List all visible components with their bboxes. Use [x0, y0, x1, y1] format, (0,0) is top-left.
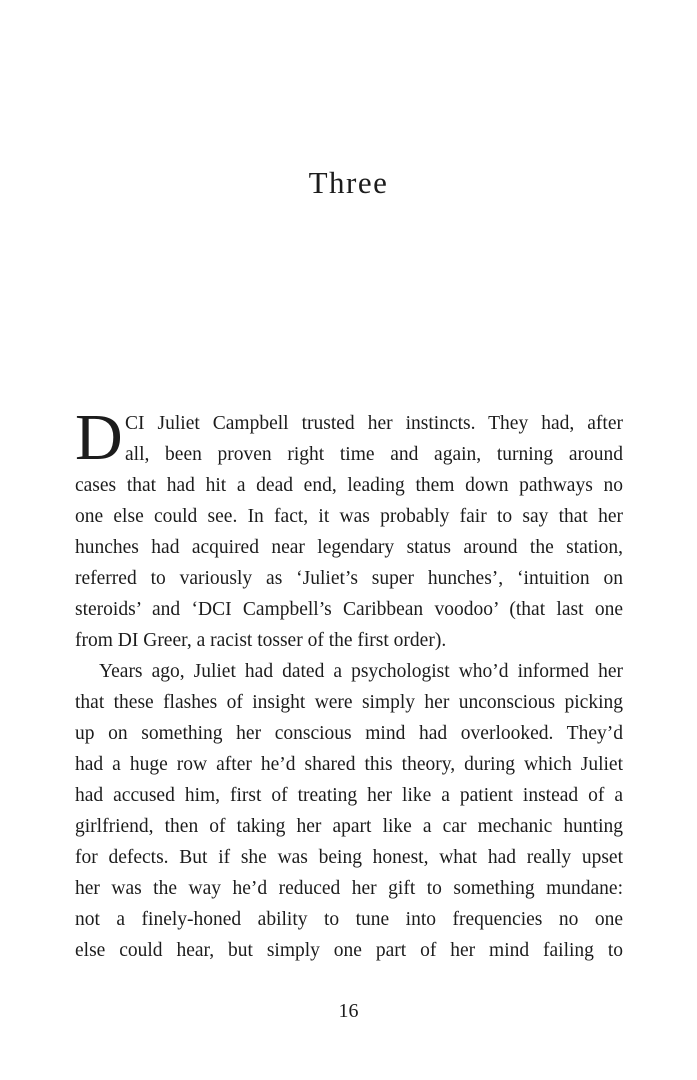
text-line: one else could see. In fact, it was probably fair to say that her	[75, 506, 623, 527]
text-line: cases that had hit a dead end, leading them down pathways no	[75, 475, 623, 496]
text-line: up on something her conscious mind had overlooked. They’d	[75, 723, 623, 744]
text-line: referred to variously as ‘Juliet’s super hunches’, ‘intuition on	[75, 568, 623, 589]
text-line: steroids’ and ‘DCI Campbell’s Caribbean voodoo’ (that last one	[75, 599, 623, 620]
page-number: 16	[338, 1000, 359, 1022]
text-line: not a finely-honed ability to tune into frequencies no one	[75, 909, 623, 930]
chapter-body	[75, 401, 623, 966]
chapter-title: Three	[308, 165, 389, 200]
text-line: girlfriend, then of taking her apart like a car mechanic hunting	[75, 816, 623, 837]
text-line: hunches had acquired near legendary status around the station,	[75, 537, 623, 558]
text-line: had a huge row after he’d shared this theory, during which Juliet	[75, 754, 623, 775]
text-line: all, been proven right time and again, turning around	[125, 444, 623, 465]
text-line: had accused him, first of treating her like a patient instead of a	[75, 785, 623, 806]
drop-cap: D	[75, 401, 123, 474]
text-line: from DI Greer, a racist tosser of the first order).	[75, 630, 447, 651]
text-line: that these flashes of insight were simply her unconscious picking	[75, 692, 623, 713]
text-line: CI Juliet Campbell trusted her instincts. They had, after	[125, 413, 623, 434]
text-line: her was the way he’d reduced her gift to something mundane:	[75, 878, 623, 899]
text-line: for defects. But if she was being honest, what had really upset	[75, 847, 623, 868]
text-line: else could hear, but simply one part of her mind failing to	[75, 940, 623, 961]
text-line: Years ago, Juliet had dated a psychologist who’d informed her	[99, 661, 623, 682]
